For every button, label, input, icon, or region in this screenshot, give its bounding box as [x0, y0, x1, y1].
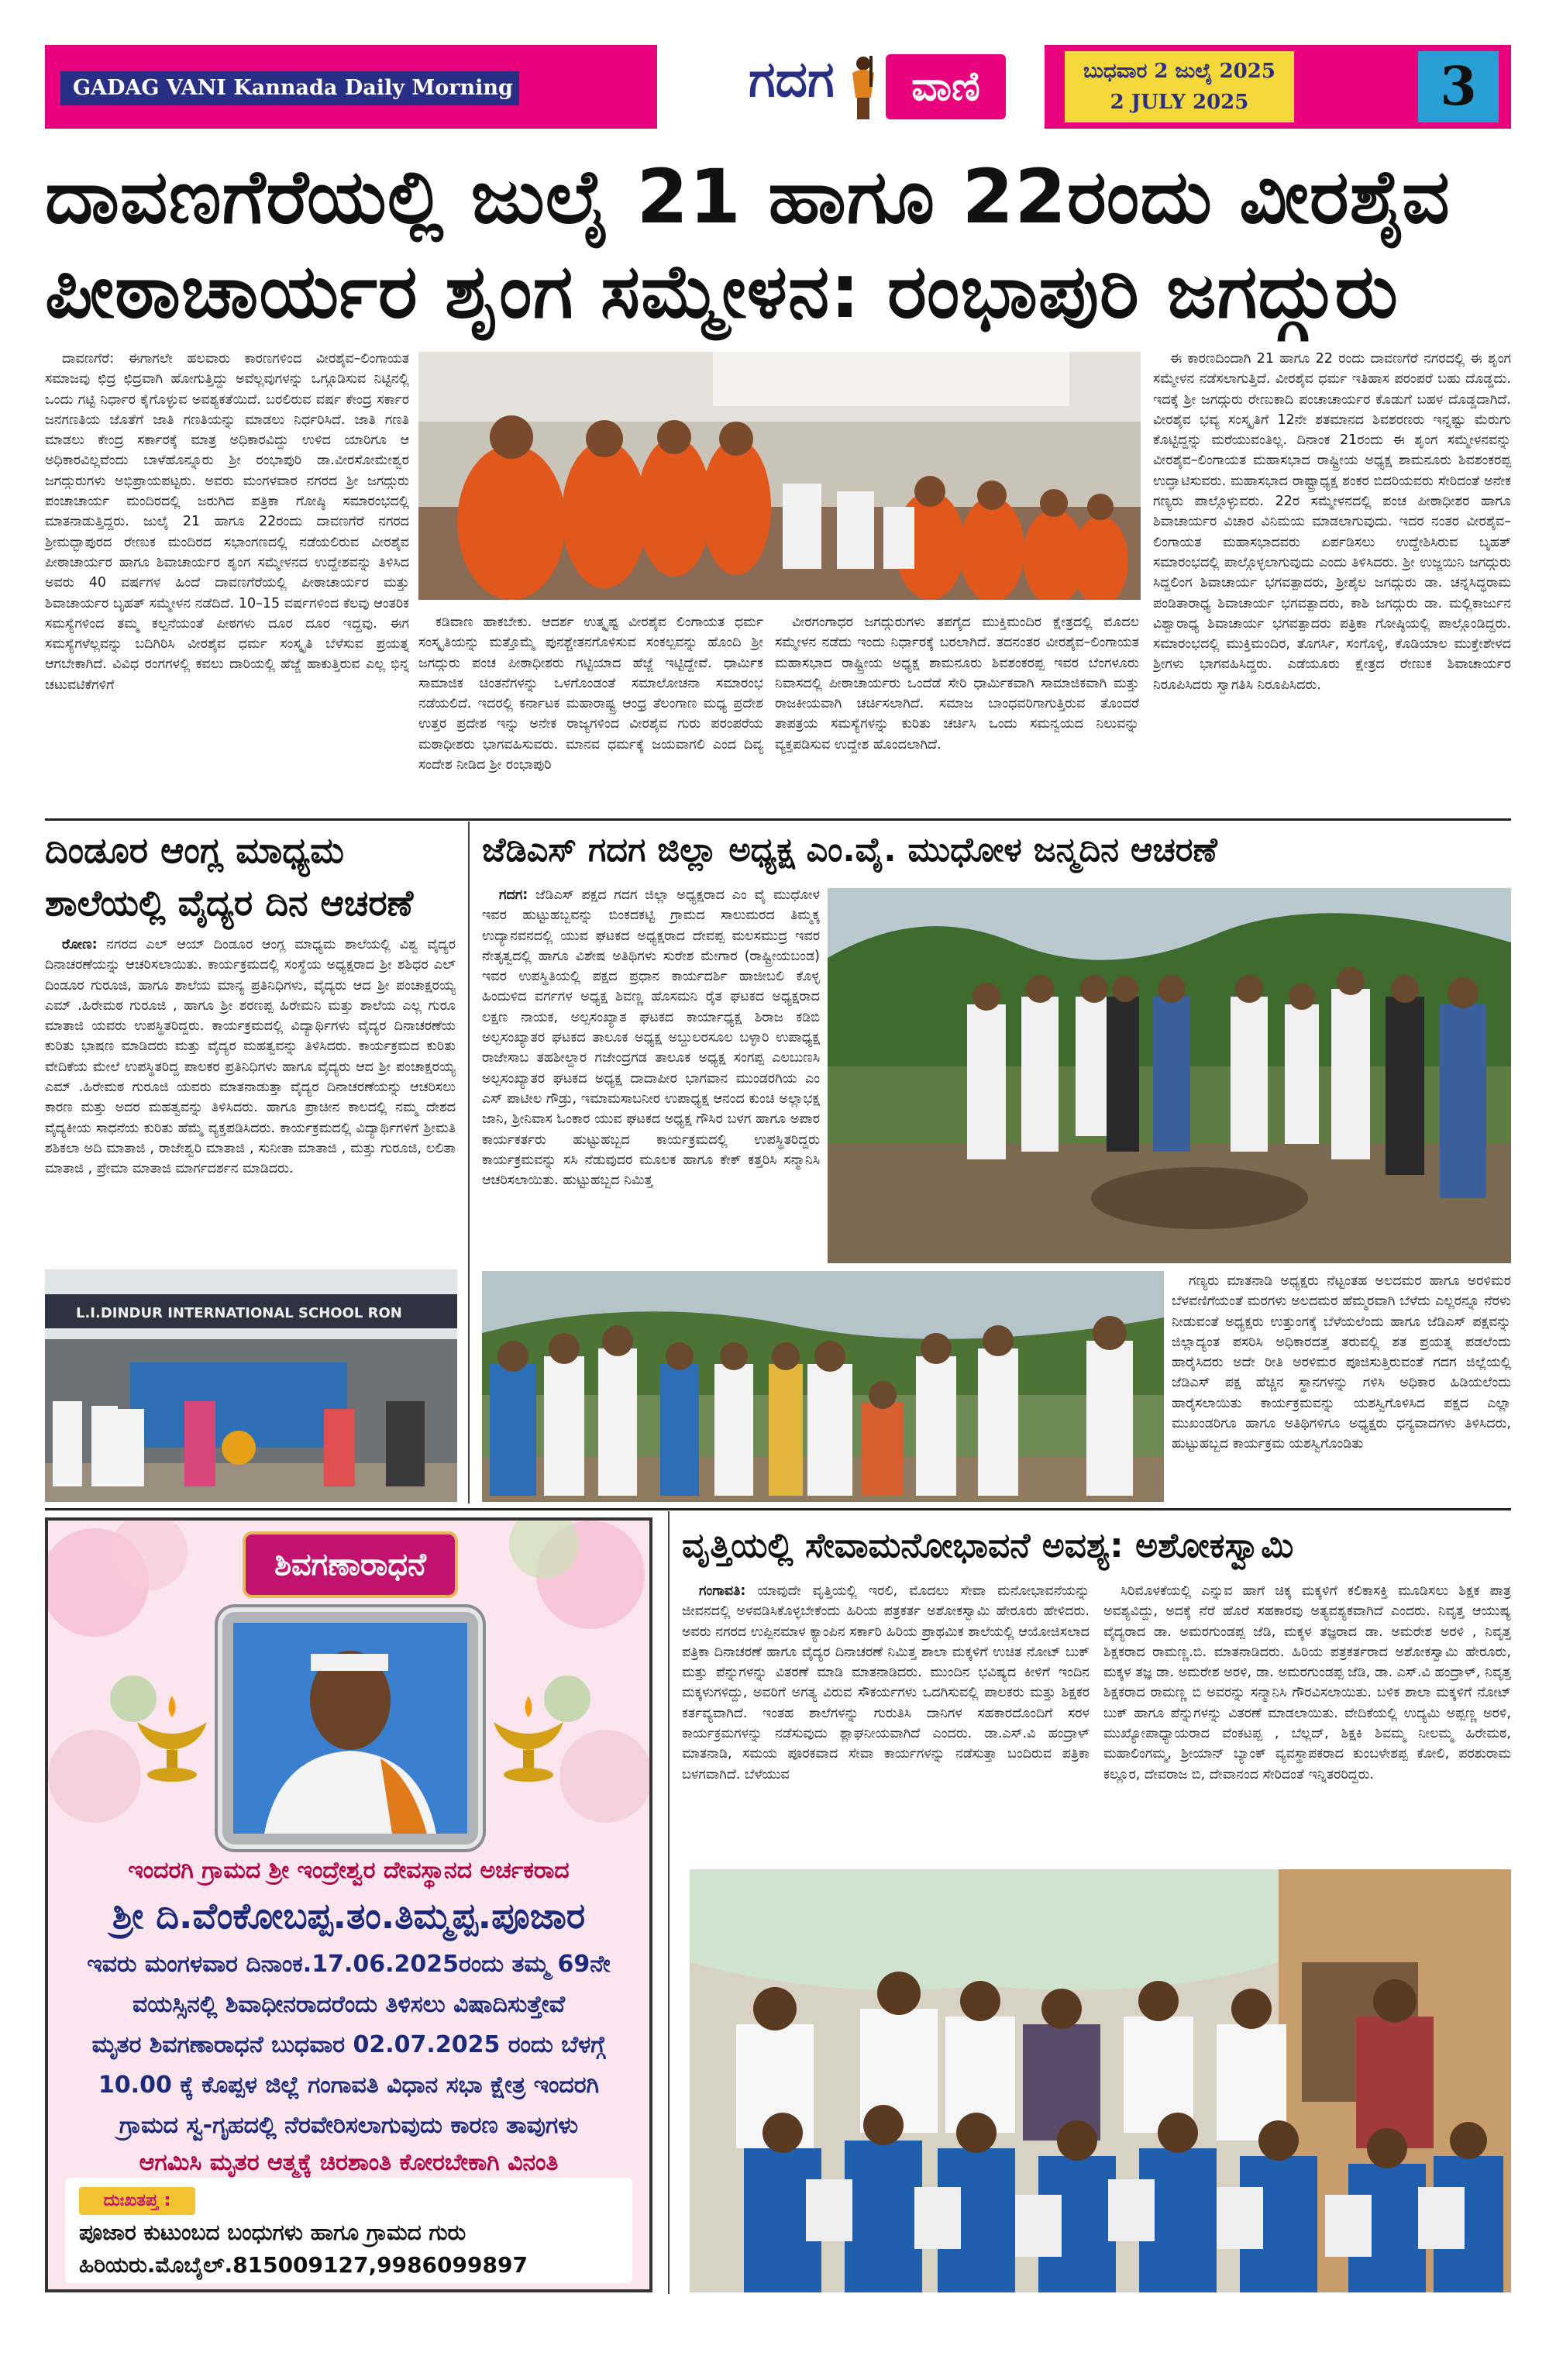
obituary-line7: ಗ್ರಾಮದ ಸ್ವ-ಗೃಹದಲ್ಲಿ ನೆರವೇರಿಸಲಾಗುವುದು ಕಾರಣ ತಾವುಗಳು [119, 2112, 579, 2139]
shivaganaradhane-banner: ಶಿವಗಣಾರಾಧನೆ [246, 1534, 455, 1595]
jds-body-cont-text: ಗಣ್ಯರು ಮಾತನಾಡಿ ಅಧ್ಯಕ್ಷರು ನೆಟ್ಟಂತಹ ಅಲದಮರ ಹಾಗೂ ಅರಳಿಮರ ಬೆಳವಣಿಗೆಯಂತೆ ಮರಗಳು ಅಲದಮರ ಹೆಮ್ಮರವಾಗಿ ಬೆಳೆದು ಎಲ್ಲರನ್ನೂ ನೆರಳು ನೀಡುವಂತೆ ಅಧ್ಯಕ್ಷರು ಉತ್ತುಂಗಕ್ಕೆ ಬೆಳೆಯಲೆಂದು ಹಾಗೂ ಜೆಡಿಎಸ್ ಪಕ್ಷವನ್ನು ಜಿಲ್ಲಾದ್ಯಂತ ಪಸರಿಸಿ ಅಧಿಕಾರದತ್ತ ತರುವಲ್ಲಿ ಶತ ಪ್ರಯತ್ನ ಪಡಲೆಂದು ಹಾರೈಸಿದರು ಅದೇ ರೀತಿ ಅರಳಿಮರ ಪೂಜಿಸುತ್ತಿರುವಂತೆ ಗದಗ ಜಿಲ್ಲೆಯಲ್ಲಿ ಜೆಡಿಎಸ್ ಪಕ್ಷ ಹೆಚ್ಚಿನ ಸ್ಥಾನಗಳನ್ನು ಗಳಿಸಿ ಅಧಿಕಾರ ಹಿಡಿಯಲೆಂದು ಹಾರೈಸಲಾಯಿತು ಕಾರ್ಯಕ್ರಮವನ್ನು ಯಶಸ್ವಿಗೊಳಿಸಿದ ಪಕ್ಷದ ಎಲ್ಲಾ ಮುಖಂಡರಿಗೂ ಹಾಗೂ ಅತಿಥಿಗಳಿಗೂ ಅಧ್ಯಕ್ಷರು ಧನ್ಯವಾದಗಳು ತಿಳಿಸಿದರು, ಹುಟ್ಟುಹಬ್ಬದ ಕಾರ್ಯಕ್ರಮ ಯಶಸ್ವಿಗೊಂಡಿತು [1172, 1273, 1511, 1452]
obituary-line4: ವಯಸ್ಸಿನಲ್ಲಿ ಶಿವಾಧೀನರಾದರೆಂದು ತಿಳಿಸಲು ವಿಷಾದಿಸುತ್ತೇವೆ [132, 1991, 566, 2018]
dindur-body [45, 935, 456, 1259]
ashoka-column-1 [682, 1581, 1090, 1862]
ashoka-column-2 [1103, 1581, 1511, 1862]
lead-headline-line2: ಪೀಠಾಚಾರ್ಯರ ಶೃಂಗ ಸಮ್ಮೇಳನ: ರಂಭಾಪುರಿ ಜಗದ್ಗುರು [45, 248, 1399, 335]
grief-line2: ಹಿರಿಯರು.ಮೊಬೈಲ್.815009127,9986099897 [79, 2252, 528, 2278]
obituary-line5: ಮೃತರ ಶಿವಗಣಾರಾಧನೆ ಬುಧವಾರ 02.07.2025 ರಂದು ಬೆಳಗ್ಗೆ [91, 2031, 606, 2058]
statue-emblem-icon [842, 53, 885, 121]
jds-tree-planting-photo [828, 888, 1511, 1263]
lead-column-4 [1153, 349, 1511, 814]
portrait-frame [222, 1612, 478, 1844]
masthead-right-band [1045, 45, 1511, 129]
birthday-group-image [482, 1271, 1164, 1502]
lead-col2-text: ಕಡಿವಾಣ ಹಾಕಬೇಕು. ಆದರ್ಶ ಉತ್ಕೃಷ್ಟ ವೀರಶೈವ ಲಿಂಗಾಯತ ಧರ್ಮ ಸಂಸ್ಕೃತಿಯನ್ನು ಮತ್ತೊಮ್ಮೆ ಪುನಶ್ಚೇತನಗೊಳಿಸುವ ಸಂಕಲ್ಪವನ್ನು ಹೊಂದಿ ಶ್ರೀ ಜಗದ್ಗುರು ಪಂಚ ಪೀಠಾಧೀಶರು ಗಟ್ಟಿಯಾದ ಹೆಜ್ಜೆ ಇಟ್ಟಿದ್ದೇವೆ. ಧಾರ್ಮಿಕ ಸಾಮಾಜಿಕ ಚಿಂತನೆಗಳನ್ನು ಒಳಗೊಂಡಂತೆ ಸಮಾಲೋಚನಾ ಸಮಾರಂಭ ನಡೆಯಲಿದೆ. ಇದರಲ್ಲಿ ಕರ್ನಾಟಕ ಮಹಾರಾಷ್ಟ್ರ ಆಂಧ್ರ ತೆಲಂಗಾಣ ಮಧ್ಯ ಪ್ರದೇಶ ಉತ್ತರ ಪ್ರದೇಶ ಇನ್ನು ಅನೇಕ ರಾಜ್ಯಗಳಿಂದ ವೀರಶೈವ ಗುರು ಪರಂಪರೆಯ ಮಠಾಧೀಶರು ಭಾಗವಹಿಸುವರು. ಮಾನವ ಧರ್ಮಕ್ಕೆ ಜಯವಾಗಲಿ ಎಂದ ದಿವ್ಯ ಸಂದೇಶ ನೀಡಿದ ಶ್ರೀ ರಂಭಾಪುರಿ [418, 615, 763, 773]
ashoka-col2-text: ಸಿರಿಮೊಳಕೆಯಲ್ಲಿ ಎನ್ನುವ ಹಾಗೆ ಚಿಕ್ಕ ಮಕ್ಕಳಿಗೆ ಕಲಿಕಾಸಕ್ತಿ ಮೂಡಿಸಲು ಶಿಕ್ಷಕ ಪಾತ್ರ ಅವಶ್ಯವಿದ್ದು, ಅದಕ್ಕೆ ನೆರೆ ಹೊರೆ ಸಹಕಾರವು ಅತ್ಯವಶ್ಯಕವಾಗಿದೆ ಎಂದರು. ನಿವೃತ್ತ ಆಯುಷ್ಯ ವೈದ್ಯರಾದ ಡಾ. ಅಮರಗುಂಡಪ್ಪ ಜೆಡಿ, ಮಕ್ಕಳ ತಜ್ಞರಾದ ಡಾ. ಅಮರೇಶ ಅರಳಿ , ನಿವೃತ್ತ ಶಿಕ್ಷಕರಾದ ರಾಮಣ್ಣ.ಬಿ. ಮಾತನಾಡಿದರು. ಹಿರಿಯ ಪತ್ರಕರ್ತರಾದ ಅಶೋಕಸ್ವಾಮಿ ಹೇರೂರು, ಮಕ್ಕಳ ತಜ್ಞ ಡಾ. ಅಮರೇಶ ಅರಳಿ, ಡಾ. ಅಮರಗುಂಡಪ್ಪ ಜೆಡಿ, ಡಾ. ಎಸ್.ವಿ ಹಂದ್ರಾಳ್, ನಿವೃತ್ತ ಶಿಕ್ಷಕರಾದ ರಾಮಣ್ಣ ಬಿ ಅವರನ್ನು ಸನ್ಮಾನಿಸಿ ಗೌರವಿಸಲಾಯಿತು. ಬಳಿಕ ಶಾಲಾ ಮಕ್ಕಳಿಗೆ ನೋಟ್ ಬುಕ್ ಹಾಗೂ ಪೆನ್ನುಗಳನ್ನು ವಿತರಣೆ ಮಾಡಲಾಯಿತು. ವೇದಿಕೆಯಲ್ಲಿ ಉದ್ಯಮಿ ಅಪ್ಪಣ್ಣ ಅರಳಿ, ಮುಖ್ಯೋಪಾಧ್ಯಾಯರಾದ ವೆಂಕಟಪ್ಪ , ಬೆಲ್ಲದ್, ಶಿಕ್ಷಕಿ ಶಿವಮ್ಮ ನೀಲಮ್ಮ ಹಿರೇಮಠ, ಮಹಾಲಿಂಗಮ್ಮ, ಶ್ರೀಯಾನ್ ಬ್ಯಾಂಕ್ ವ್ಯವಸ್ಥಾಪಕರಾದ ಕುಂಬಳೇಶಪ್ಪ ಕೋಲಿ, ಪರಶುರಾಮ ಕಲ್ಲೂರ, ದೇವರಾಜ ಬಿ, ದೇವಾನಂದ ಸೇರಿದಂತೆ ಇನ್ನಿತರರಿದ್ದರು. [1103, 1583, 1511, 1782]
jds-dateline: ಗದಗ: [499, 887, 528, 903]
grief-label: ದುಃಖತಪ್ತ : [79, 2187, 195, 2215]
jds-cake-photo [482, 1271, 1164, 1502]
lead-headline-line1: ದಾವಣಗೆರೆಯಲ್ಲಿ ಜುಲೈ 21 ಹಾಗೂ 22ರಂದು ವೀರಶೈವ [45, 153, 1451, 240]
ashoka-col1-text: ಯಾವುದೇ ವೃತ್ತಿಯಲ್ಲಿ ಇರಲಿ, ಮೊದಲು ಸೇವಾ ಮನೋಭಾವನೆಯನ್ನು ಜೀವನದಲ್ಲಿ ಅಳವಡಿಸಿಕೊಳ್ಳಬೇಕೆಂದು ಹಿರಿಯ ಪತ್ರಕರ್ತ ಅಶೋಕಸ್ವಾಮಿ ಹೇರೂರು ಹೇಳಿದರು. ಅವರು ನಗರದ ಉಪ್ಪಿನಮಾಳ ಕ್ಯಾಂಪಿನ ಸರ್ಕಾರಿ ಹಿರಿಯ ಪ್ರಾಥಮಿಕ ಶಾಲೆಯಲ್ಲಿ ಆಯೋಜಿಸಲಾದ ಪತ್ರಿಕಾ ದಿನಾಚರಣೆ ಹಾಗೂ ವೈದ್ಯರ ದಿನಾಚರಣೆ ನಿಮಿತ್ತ ಶಾಲಾ ಮಕ್ಕಳಿಗೆ ಉಚಿತ ನೋಟ್ ಬುಕ್ ಮತ್ತು ಪೆನ್ನುಗಳನ್ನು ವಿತರಣೆ ಮಾಡಿ ಮಾತನಾಡಿದರು. ಮುಂದಿನ ಭವಿಷ್ಯದ ಕೀಳಿಗೆ ಇಂದಿನ ಮಕ್ಕಳುಗಳಿದ್ದು, ಅವರಿಗೆ ಅಗತ್ಯ ವಿರುವ ಸೌಕರ್ಯಗಳು ಒದಗಿಸುವಲ್ಲಿ ಪಾಲಕರು ಮತ್ತು ಶಿಕ್ಷಕರ ಕರ್ತವ್ಯವಾಗಿದೆ. ಇಂತಹ ಶಾಲೆಗಳನ್ನು ಗುರುತಿಸಿ ದಾನಿಗಳ ಸಹಕಾರದೊಂದಿಗೆ ಸರಳ ಕಾರ್ಯಕ್ರಮಗಳನ್ನು ನಡೆಸುವುದು ಶ್ಲಾಘನೀಯವಾಗಿದೆ ಎಂದರು. ಡಾ.ಎಸ್.ವಿ ಹಂದ್ರಾಳ್ ಮಾತನಾಡಿ, ಸಮಯ ಪೂರಕವಾದ ಸೇವಾ ಕಾರ್ಯಗಳನ್ನು ನಡೆಸುತ್ತಾ ಬಂದಿರುವ ಪತ್ರಿಕಾ ಬಳಗವಾಗಿದೆ. ಬೆಳೆಯುವ [682, 1583, 1090, 1782]
grief-line1: ಪೂಜಾರ ಕುಟುಂಬದ ಬಂಧುಗಳು ಹಾಗೂ ಗ್ರಾಮದ ಗುರು [79, 2220, 466, 2245]
lead-column-1 [45, 349, 409, 814]
lead-col1-text: ದಾವಣಗೆರೆ: ಈಗಾಗಲೇ ಹಲವಾರು ಕಾರಣಗಳಿಂದ ವೀರಶೈವ–ಲಿಂಗಾಯತ ಸಮಾಜವು ಛಿದ್ರ ಛಿದ್ರವಾಗಿ ಹೋಗುತ್ತಿದ್ದು ಅವೆಲ್ಲವುಗಳನ್ನು ಒಗ್ಗೂಡಿಸುವ ನಿಟ್ಟಿನಲ್ಲಿ ಒಂದು ಗಟ್ಟಿ ನಿರ್ಧಾರ ಕೈಗೊಳ್ಳುವ ಅವಶ್ಯಕತೆಯಿದೆ. ಬರಲಿರುವ ವರ್ಷ ಕೇಂದ್ರ ಸರ್ಕಾರ ಜನಗಣತಿಯ ಜೊತೆಗೆ ಜಾತಿ ಗಣತಿಯನ್ನು ಮಾಡಲು ನಿರ್ಧರಿಸಿದೆ. ಜಾತಿ ಗಣತಿ ಮಾಡಲು ಕೇಂದ್ರ ಸರ್ಕಾರಕ್ಕೆ ಮಾತ್ರ ಅಧಿಕಾರವಿದ್ದು ಉಳಿದ ಯಾರಿಗೂ ಆ ಅಧಿಕಾರವಿಲ್ಲವೆಂದು ಬಾಳೆಹೊನ್ನೂರು ಶ್ರೀ ರಂಭಾಪುರಿ ಡಾ.ವೀರಸೋಮೇಶ್ವರ ಜಗದ್ಗುರುಗಳು ಅಭಿಪ್ರಾಯಪಟ್ಟರು. ಅವರು ಮಂಗಳವಾರ ನಗರದ ಶ್ರೀ ಜಗದ್ಗುರು ಪಂಚಾಚಾರ್ಯ ಮಂದಿರದಲ್ಲಿ ಜರುಗಿದ ಪತ್ರಿಕಾ ಗೋಷ್ಠಿ ಸಮಾರಂಭದಲ್ಲಿ ಮಾತನಾಡುತ್ತಿದ್ದರು. ಜುಲೈ 21 ಹಾಗೂ 22ರಂದು ದಾವಣಗೆರೆ ನಗರದ ಶ್ರೀಮದ್ಭಾಪುರದ ರೇಣುಕ ಮಂದಿರದ ಸಭಾಂಗಣದಲ್ಲಿ ನಡೆಯಲಿರುವ ವೀರಶೈವ ಪೀಠಾಚಾರ್ಯರ ಹಾಗೂ ಶಿವಾಚಾರ್ಯರ ಶೃಂಗ ಸಮ್ಮೇಳನದ ಉದ್ದೇಶವನ್ನು ತಿಳಿಸಿದ ಅವರು 40 ವರ್ಷಗಳ ಹಿಂದೆ ದಾವಣಗೆರೆಯಲ್ಲಿ ಪೀಠಾಚಾರ್ಯರ ಮತ್ತು ಶಿವಾಚಾರ್ಯರ ಬೃಹತ್ ಸಮ್ಮೇಳನ ನಡೆದಿದೆ. 10–15 ವರ್ಷಗಳಿಂದ ಕೆಲವು ಆಂತರಿಕ ಸಮಸ್ಯೆಗಳಿಂದ ತಮ್ಮ ಕಲ್ಪನೆಯಂತೆ ಪೀಠಗಳು ದೂರ ದೂರ ಇದ್ದವು. ಈಗ ಸಮಸ್ಯೆಗಳೆಲ್ಲವನ್ನು ಬದಿಗಿರಿಸಿ ವೀರಶೈವ ಧರ್ಮ ಸಂಸ್ಕೃತಿ ಬೆಳೆಸುವ ಪ್ರಯತ್ನ ಆಗಬೇಕಾಗಿದೆ. ವಿವಿಧ ರಂಗಗಳಲ್ಲಿ ಕವಲು ದಾರಿಯಲ್ಲಿ ಹೆಜ್ಜೆ ಹಾಕುತ್ತಿರುವ ಎಲ್ಲ ಭಿನ್ನ ಚಟುವಟಿಕೆಗಳಿಗೆ [45, 351, 409, 693]
newspaper-logo [657, 45, 1045, 129]
masthead [45, 45, 1511, 129]
obituary-line3: ಇವರು ಮಂಗಳವಾರ ದಿನಾಂಕ.17.06.2025ರಂದು ತಮ್ಮ 69ನೇ [87, 1951, 611, 1978]
lead-col3-text: ವೀರಗಂಗಾಧರ ಜಗದ್ಗುರುಗಳು ತಪಗೈದ ಮುಕ್ತಿಮಂದಿರ ಕ್ಷೇತ್ರದಲ್ಲಿ ಮೊದಲ ಸಮ್ಮೇಳನ ನಡೆದು ಇಂದು ನಿರ್ಧಾರಕ್ಕೆ ಬರಲಾಗಿದೆ. ತದನಂತರ ವೀರಶೈವ–ಲಿಂಗಾಯತ ಮಹಾಸಭಾದ ರಾಷ್ಟ್ರೀಯ ಅಧ್ಯಕ್ಷ ಶಾಮನೂರು ಶಿವಶಂಕರಪ್ಪ ಇವರ ಬೆಂಗಳೂರು ನಿವಾಸದಲ್ಲಿ ಪೀಠಾಚಾರ್ಯರು ಒಂದೆಡೆ ಸೇರಿ ಧಾರ್ಮಿಕವಾಗಿ ಸಾಮಾಜಿಕವಾಗಿ ಮತ್ತು ರಾಜಕೀಯವಾಗಿ ಚರ್ಚಿಸಲಾಗಿದೆ. ಸಮಾಜ ಬಾಂಧವರಿಗಾಗುತ್ತಿರುವ ತೊಂದರೆ ತಾಪತ್ರಯ ಸಮಸ್ಯೆಗಳನ್ನು ಕುರಿತು ಚರ್ಚಿಸಿ ಒಂದು ಸಮನ್ವಯದ ನಿಲುವನ್ನು ವ್ಯಕ್ತಪಡಿಸುವ ಉದ್ದೇಶ ಹೊಂದಲಾಗಿದೆ. [775, 615, 1139, 753]
lower-section-divider [45, 1508, 1511, 1510]
portrait-photo [233, 1623, 467, 1834]
jds-headline: ಜೆಡಿಎಸ್ ಗದಗ ಜಿಲ್ಲಾ ಅಧ್ಯಕ್ಷ ಎಂ.ವೈ. ಮುಧೋಳ ಜನ್ಮದಿನ ಆಚರಣೆ [482, 831, 1217, 870]
date-box [1065, 51, 1294, 122]
school-event-image [45, 1269, 457, 1502]
tree-planting-image [828, 888, 1511, 1263]
dindur-school-photo [45, 1269, 457, 1502]
jds-body-continued [1172, 1271, 1511, 1502]
school-sign-text: L.I.DINDUR INTERNATIONAL SCHOOL RON [76, 1305, 402, 1321]
lead-column-2 [418, 612, 763, 814]
seers-press-meet-image [418, 352, 1141, 600]
lead-photo-seers [418, 352, 1141, 600]
ashoka-dateline: ಗಂಗಾವತಿ: [699, 1583, 746, 1599]
date-english: 2 JULY 2025 [1110, 91, 1249, 114]
column-divider [468, 821, 470, 1503]
dindur-dateline: ರೋಣ: [62, 937, 98, 952]
lead-column-3 [775, 612, 1139, 814]
date-kannada: ಬುಧವಾರ 2 ಜುಲೈ 2025 [1083, 60, 1275, 83]
oil-lamp-right-icon [486, 1691, 571, 1784]
jds-body [482, 885, 820, 1271]
page-number: 3 [1418, 51, 1499, 122]
lead-col4-text: ಈ ಕಾರಣದಿಂದಾಗಿ 21 ಹಾಗೂ 22 ರಂದು ದಾವಣಗೆರೆ ನಗರದಲ್ಲಿ ಈ ಶೃಂಗ ಸಮ್ಮೇಳನ ನಡೆಸಲಾಗುತ್ತಿದೆ. ವೀರಶೈವ ಧರ್ಮ ಇತಿಹಾಸ ಪರಂಪರೆ ಬಹು ದೊಡ್ಡದು. ಇದಕ್ಕೆ ಶ್ರೀ ಜಗದ್ಗುರು ರೇಣುಕಾದಿ ಪಂಚಾಚಾರ್ಯರ ಕೊಡುಗೆ ಬಹಳ ದೊಡ್ಡದಾಗಿದೆ. ವೀರಶೈವ ಭವ್ಯ ಸಂಸ್ಕೃತಿಗೆ 12ನೇ ಶತಮಾನದ ಶಿವಶರಣರು ಇನ್ನಷ್ಟು ಮೆರುಗು ಕೊಟ್ಟಿದ್ದನ್ನು ಮರೆಯುವಂತಿಲ್ಲ. ದಿನಾಂಕ 21ರಂದು ಈ ಶೃಂಗ ಸಮ್ಮೇಳನವನ್ನು ವೀರಶೈವ–ಲಿಂಗಾಯತ ಮಹಾಸಭಾದ ರಾಷ್ಟ್ರೀಯ ಅಧ್ಯಕ್ಷ ಶಾಮನೂರು ಶಿವಶಂಕರಪ್ಪ ಉದ್ಘಾಟಿಸುವರು. ಮಹಾಸಭಾದ ರಾಷ್ಟ್ರಾಧ್ಯಕ್ಷ ಶಂಕರ ಬಿದರಿಯವರು ಸೇರಿದಂತೆ ಅನೇಕ ಗಣ್ಯರು ಪಾಲ್ಗೊಳ್ಳುವರು. 22ರ ಸಮ್ಮೇಳನದಲ್ಲಿ ಪಂಚ ಪೀಠಾಧೀಶರ ಹಾಗೂ ಶಿವಾಚಾರ್ಯರ ವಿಚಾರ ವಿನಿಮಯ ಮಾಡಲಾಗುವುದು. ಇದರ ನಂತರ ವೀರಶೈವ–ಲಿಂಗಾಯತ ಮಹಾಸಭಾದವರು ಏರ್ಪಡಿಸಲು ಉದ್ದೇಶಿಸಿರುವ ಬೃಹತ್ ಸಮಾರಂಭದಲ್ಲಿ ಪಾಲ್ಗೊಳ್ಳಲಾಗುವುದು ಎಂದು ತಿಳಿಸಿದರು. ಶ್ರೀ ಉಜ್ಜಯಿನಿ ಜಗದ್ಗುರು ಸಿದ್ದಲಿಂಗ ಶಿವಾಚಾರ್ಯ ಭಗವತ್ಪಾದರು, ಶ್ರೀಶೈಲ ಜಗದ್ಗುರು ಡಾ. ಚನ್ನಸಿದ್ಧರಾಮ ಪಂಡಿತಾರಾಧ್ಯ ಶಿವಾಚಾರ್ಯ ಭಗವತ್ಪಾದರು, ಕಾಶಿ ಜಗದ್ಗುರು ಡಾ. ಮಲ್ಲಿಕಾರ್ಜುನ ವಿಶ್ವಾರಾಧ್ಯ ಶಿವಾಚಾರ್ಯ ಭಗವತ್ಪಾದರು ಪತ್ರಿಕಾ ಗೋಷ್ಠಿಯಲ್ಲಿ ಪಾಲ್ಗೊಂಡಿದ್ದರು. ಸಮಾರಂಭದಲ್ಲಿ ಮುಕ್ತಿಮಂದಿರ, ತೊಗರ್ಸಿ, ಸಂಗೊಳ್ಳಿ, ಕೊಡಿಯಾಲ ಮುಕ್ತೇಶೇಳದ ಶ್ರೀಗಳು ಭಾಗವಹಿಸಿದ್ದರು. ಎಡೆಯೂರು ಕ್ಷೇತ್ರದ ರೇಣುಕ ಶಿವಾಚಾರ್ಯರ ನಿರೂಪಿಸಿದರು ಸ್ವಾಗತಿಸಿ ನಿರೂಪಿಸಿದರು. [1153, 351, 1511, 693]
obituary-name: ಶ್ರೀ ದಿ.ವೆಂಕೋಬಪ್ಪ.ತಂ.ತಿಮ್ಮಪ್ಪ.ಪೂಜಾರ [112, 1895, 586, 1937]
dindur-headline-line1: ದಿಂಡೂರ ಆಂಗ್ಲ ಮಾಧ್ಯಮ [45, 829, 344, 871]
notebook-distribution-image [690, 1869, 1511, 2292]
dindur-body-text: ನಗರದ ಎಲ್ ಆಯ್ ದಿಂಡೂರ ಆಂಗ್ಲ ಮಾಧ್ಯಮ ಶಾಲೆಯಲ್ಲಿ ವಿಶ್ವ ವೈದ್ಯರ ದಿನಾಚರಣೆಯನ್ನು ಆಚರಿಸಲಾಯಿತು. ಕಾರ್ಯಕ್ರಮದಲ್ಲಿ ಸಂಸ್ಥೆಯ ಅಧ್ಯಕ್ಷರಾದ ಶ್ರೀ ಶಶಿಧರ ಎಲ್ ದಿಂಡೂರ ಗುರೂಜಿ, ಹಾಗೂ ಶಾಲೆಯ ಮಾನ್ಯ ಪ್ರತಿನಿಧಿಗಳು, ವೈದ್ಯರು ಆದ ಶ್ರೀ ಪಂಚಾಕ್ಷರಯ್ಯ ಎಮ್ .ಹಿರೇಮಠ ಗುರೂಜಿ , ಹಾಗೂ ಶ್ರೀ ಶರಣಪ್ಪ ಹಿರೇಮನಿ ಮತ್ತು ಶಾಲೆಯ ಎಲ್ಲ ಗುರೂ ಮಾತಾಜಿ ಯವರು ಉಪಸ್ಥಿತರಿದ್ದರು. ಕಾರ್ಯಕ್ರಮದಲ್ಲಿ ವಿದ್ಯಾರ್ಥಿಗಳು ವೈದ್ಯರ ದಿನಾಚರಣೆಯ ಕುರಿತು ಭಾಷಣ ಮಾಡಿದರು ಮತ್ತು ವೈದ್ಯರ ಮಹತ್ವವನ್ನು ತಿಳಿಸಿದರು. ಕಾರ್ಯಕ್ರಮದ ಕುರಿತು ವೇದಿಕೆಯ ಮೇಲೆ ಉಪಸ್ಥಿತರಿದ್ದ ಪಾಲಕರ ಪ್ರತಿನಿಧಿಗಳು ಹಾಗೂ ವೈದ್ಯರು ಆದ ಶ್ರೀ ಪಂಚಾಕ್ಷರಯ್ಯ ಎಮ್ .ಹಿರೇಮಠ ಗುರೂಜಿ ಯವರು ಮಾತನಾಡುತ್ತಾ ವೈದ್ಯರ ದಿನಾಚರಣೆಯನ್ನು ಆಚರಿಸಲು ಕಾರಣ ಮತ್ತು ಅದರ ಮಹತ್ವವನ್ನು ತಿಳಿಸಿದರು. ಹಾಗೂ ಪ್ರಾಚೀನ ಕಾಲದಲ್ಲಿ ನಮ್ಮ ದೇಶದ ವೈದ್ಯಕೀಯ ಸಾಧನೆಯ ಕುರಿತು ಹೆಮ್ಮೆ ವ್ಯಕ್ತಪಡಿಸಿದರು. ಕಾರ್ಯಕ್ರಮದಲ್ಲಿ ವಿದ್ಯಾರ್ಥಿಗಳಿಗೆ ಶ್ರೀಮತಿ ಶಶಿಕಲಾ ಅದಿ ಮಾತಾಜಿ , ರಾಜೇಶ್ವರಿ ಮಾತಾಜಿ , ಸುನೀತಾ ಮಾತಾಜಿ , ಮತ್ತು ಗುರೂಜಿ, ಲಲಿತಾ ಮಾತಾಜಿ , ಪ್ರೇಮಾ ಮಾತಾಜಿ ಮಾರ್ಗದರ್ಶನ ಮಾಡಿದರು. [45, 937, 456, 1177]
obituary-temple-line: ಇಂದರಗಿ ಗ್ರಾಮದ ಶ್ರೀ ಇಂದ್ರೇಶ್ವರ ದೇವಸ್ಥಾನದ ಅರ್ಚಕರಾದ [128, 1857, 570, 1884]
lower-column-divider [668, 1511, 670, 2294]
obituary-ad [45, 1517, 652, 2292]
dindur-headline-line2: ಶಾಲೆಯಲ್ಲಿ ವೈದ್ಯರ ದಿನ ಆಚರಣೆ [45, 882, 414, 924]
section-divider [45, 818, 1511, 821]
ashoka-headline: ವೃತ್ತಿಯಲ್ಲಿ ಸೇವಾಮನೋಭಾವನೆ ಅವಶ್ಯ: ಅಶೋಕಸ್ವಾಮಿ [682, 1526, 1294, 1565]
logo-gadaga: ಗದಗ [749, 51, 835, 108]
tagline: GADAG VANI Kannada Daily Morning [60, 71, 519, 105]
ashoka-school-photo [690, 1869, 1511, 2292]
obituary-line6: 10.00 ಕ್ಕೆ ಕೊಪ್ಪಳ ಜಿಲ್ಲೆ ಗಂಗಾವತಿ ವಿಧಾನ ಸಭಾ ಕ್ಷೇತ್ರ ಇಂದರಗಿ [98, 2072, 600, 2099]
jds-body-text: ಜೆಡಿಎಸ್ ಪಕ್ಷದ ಗದಗ ಜಿಲ್ಲಾ ಅಧ್ಯಕ್ಷರಾದ ಎಂ ವೈ ಮುಧೋಳ ಇವರ ಹುಟ್ಟುಹಬ್ಬವನ್ನು ಬಿಂಕದಕಟ್ಟಿ ಗ್ರಾಮದ ಸಾಲುಮರದ ತಿಮ್ಮಕ್ಕ ಉದ್ಯಾನವನದಲ್ಲಿ ಯುವ ಘಟಕದ ಅಧ್ಯಕ್ಷರಾದ ದೇವಪ್ಪ ಮಲಸಮುದ್ರ ಇವರ ನೇತೃತ್ವದಲ್ಲಿ ಹಾಗೂ ವಿಶೇಷ ಅತಿಥಿಗಳು ಸುರೇಶ ಮೇಗಾರ (ರಾಷ್ಟ್ರೀಯಬಂಡ) ಇವರ ಉಪಸ್ಥಿತಿಯಲ್ಲಿ ಪಕ್ಷದ ಪ್ರಧಾನ ಕಾರ್ಯದರ್ಶಿ ಹಾಜೀಬಲಿ ಕೊಳ್ಳ ಹಿಂದುಳಿದ ವರ್ಗಗಳ ಅಧ್ಯಕ್ಷ ಶಿವಣ್ಣ ಹೊಸಮನಿ ರೈತ ಘಟಕದ ಅಧ್ಯಕ್ಷರಾದ ಲಕ್ಷಣ ನಾಯಕ, ಅಲ್ಪಸಂಖ್ಯಾತ ಘಟಕದ ಕಾರ್ಯಾಧ್ಯಕ್ಷ ಶಿರಾಜ ಕಡಿಬಿ ಅಲ್ಪಸಂಖ್ಯಾತರ ಘಟಕದ ತಾಲೂಕ ಅಧ್ಯಕ್ಷ ಅಬ್ದುಲರಸೂಲ ಬಳ್ಳಾರಿ ಉಪಾಧ್ಯಕ್ಷ ರಾಜೇಸಾಬ ತಹಶೀಲ್ದಾರ ಗಜೇಂದ್ರಗಡ ತಾಲೂಕ ಅಧ್ಯಕ್ಷ ಸಂಗಪ್ಪ ಎಲಬುಣಸಿ ಅಲ್ಪಸಂಖ್ಯಾತರ ಘಟಕದ ಅಧ್ಯಕ್ಷ ದಾದಾಪೀರ ಭಾಗವಾನ ಮುಂಡರಗಿಯ ಎಂ ಎಸ್ ಪಾಟೀಲ ಗೌಡ್ರು, ಇಮಾಮಸಾಬನೀರ ಉಪಾಧ್ಯಕ್ಷ ಆನಂದ ಕುಂಚಿ ಅಲ್ಲಾಭಕ್ಷ ಜಾನಿ, ಶ್ರೀನಿವಾಸ ಓಂಕಾರ ಯುವ ಘಟಕದ ಅಧ್ಯಕ್ಷ ಗೌಸಿರ ಬಳಗ ಹಾಗೂ ಅಪಾರ ಕಾರ್ಯಕರ್ತರು ಹುಟ್ಟುಹಬ್ಬದ ಕಾರ್ಯಕ್ರಮದಲ್ಲಿ ಉಪಸ್ಥಿತರಿದ್ದರು ಕಾರ್ಯಕ್ರಮವನ್ನು ಸಸಿ ನೆಡುವುದರ ಮೂಲಕ ಹಾಗೂ ಕೇಕ್ ಕತ್ತರಿಸಿ ಸನ್ಮಾನಿಸಿ ಆಚರಿಸಲಾಯಿತು. ಹುಟ್ಟುಹಬ್ಬದ ನಿಮಿತ್ತ [482, 887, 820, 1189]
logo-vani: ವಾಣಿ [886, 54, 1006, 119]
masthead-left-band [45, 45, 657, 129]
oil-lamp-left-icon [129, 1691, 215, 1784]
obituary-line8: ಆಗಮಿಸಿ ಮೃತರ ಆತ್ಮಕ್ಕೆ ಚಿರಶಾಂತಿ ಕೋರಬೇಕಾಗಿ ವಿನಂತಿ [139, 2149, 559, 2176]
